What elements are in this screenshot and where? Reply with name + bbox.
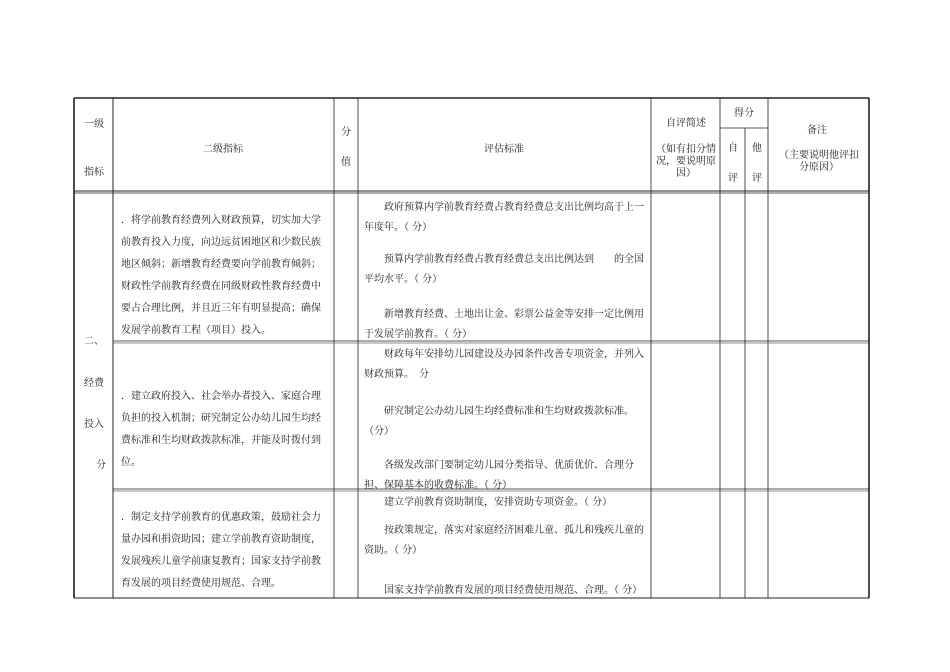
header-self-score-line1: 自 (728, 143, 738, 154)
row2-indicator: ．建立政府投入、社会举办者投入、家庭合理负担的投入机制；研究制定公办幼儿园生均经费标准和生均财政拨款标准，并能及时拨付到位。 (121, 391, 321, 468)
row2-criterion-3: 各级发改部门要制定幼儿园分类指导、优质优价、合理分担、保障基本的收费标准。（ 分） (364, 460, 634, 491)
header-other-score-line2: 评 (752, 173, 762, 184)
row1-criterion-2: 预算内学前教育经费占教育经费总支出比例达到 的全国平均水平。（ 分） (364, 254, 644, 285)
header-remarks-note: （主要说明他评扣分原因） (779, 150, 859, 173)
header-level1-line1: 一级 (84, 119, 104, 130)
header-score-line1: 分 (341, 127, 351, 138)
header-remarks-title: 备注 (807, 125, 827, 136)
header-self-score-line2: 评 (728, 173, 738, 184)
row1-criterion-3: 新增教育经费、土地出让金、彩票公益金等安排一定比例用于发展学前教育。（ 分） (364, 309, 644, 340)
header-self-eval-title: 自评简述 (666, 118, 706, 129)
category-label-line4: 分 (96, 460, 106, 471)
row1-criterion-1: 政府预算内学前教育经费占教育经费总支出比例均高于上一年度年。（ 分） (364, 202, 644, 233)
row3-criterion-1: 建立学前教育资助制度，安排资助专项资金。（ 分） (384, 497, 613, 508)
header-level1-line2: 指标 (84, 167, 104, 178)
row3-criterion-2: 按政策规定，落实对家庭经济困难儿童、孤儿和残疾儿童的资助。（ 分） (364, 525, 644, 556)
row2-criterion-2: 研究制定公办幼儿园生均经费标准和生均财政拨款标准。（分） (364, 406, 634, 437)
category-label-line3: 投入 (84, 419, 104, 430)
category-label-line1: 二、 (84, 336, 104, 347)
header-other-score-line1: 他 (752, 143, 762, 154)
header-self-eval-note: （如有扣分情况，要说明原因） (656, 144, 716, 179)
header-level2: 二级指标 (203, 144, 243, 155)
header-criteria: 评估标准 (484, 144, 524, 155)
row2-criterion-1: 财政每年安排幼儿园建设及办园条件改善专项资金，并列入财政预算。 分 (364, 349, 644, 380)
row3-indicator: ．制定支持学前教育的优惠政策，鼓励社会力量办园和捐资助园；建立学前教育资助制度，发展残疾儿童学前康复教育；国家支持学前教育发展的项目经费使用规范、合理。 (121, 512, 321, 589)
row3-criterion-3: 国家支持学前教育发展的项目经费使用规范、合理。（ 分） (384, 585, 643, 596)
category-label-line2: 经费 (84, 378, 104, 389)
header-score-line2: 值 (341, 157, 351, 168)
row1-indicator: ．将学前教育经费列入财政预算，切实加大学前教育投入力度，向边远贫困地区和少数民族地区倾斜；新增教育经费要向学前教育倾斜；财政性学前教育经费在同级财政性教育经费中要占合理比例，并且近三年有明显提高；确保发展学前教育工程（项目）投入。 (121, 215, 321, 336)
header-score-group: 得分 (734, 108, 754, 119)
